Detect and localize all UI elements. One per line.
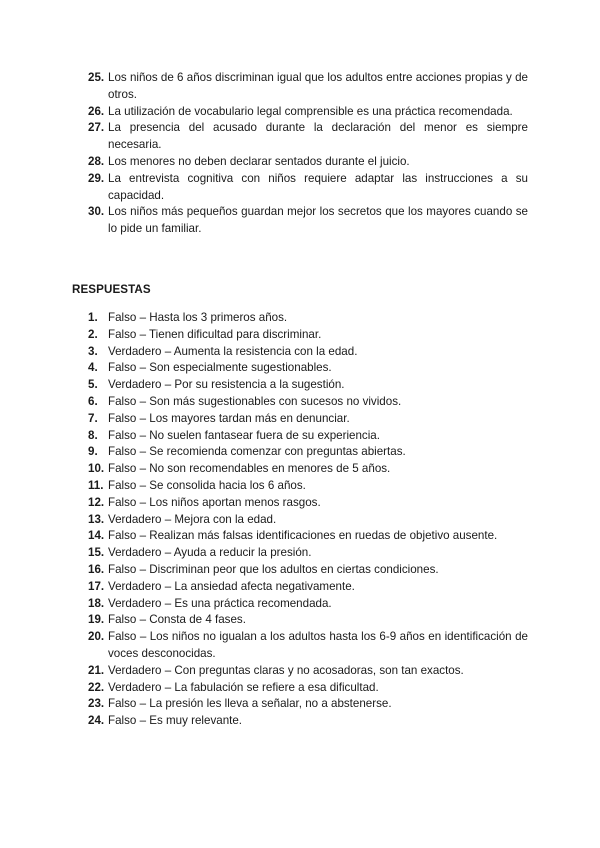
answer-item bbox=[88, 680, 528, 697]
answer-text: Falso – Se recomienda comenzar con preguntas abiertas. bbox=[108, 445, 406, 459]
answer-text: Verdadero – Con preguntas claras y no acosadoras, son tan exactos. bbox=[108, 663, 464, 677]
answer-item bbox=[88, 629, 528, 663]
question-number: 28. bbox=[88, 154, 105, 168]
answer-text: Verdadero – Mejora con la edad. bbox=[108, 512, 277, 526]
answer-number: 19. bbox=[88, 613, 105, 627]
question-text: Los niños de 6 años discriminan igual que los adultos entre acciones propias y de otros. bbox=[108, 71, 528, 101]
answer-number: 16. bbox=[88, 562, 105, 576]
answer-item bbox=[88, 344, 528, 361]
question-item bbox=[88, 104, 528, 121]
answer-number: 2. bbox=[88, 327, 98, 341]
answer-number: 23. bbox=[88, 697, 105, 711]
answer-item bbox=[88, 310, 528, 327]
answer-item bbox=[88, 478, 528, 495]
question-number: 27. bbox=[88, 121, 105, 135]
answer-item bbox=[88, 579, 528, 596]
answer-item bbox=[88, 663, 528, 680]
question-text: La presencia del acusado durante la declaración del menor es siempre necesaria. bbox=[108, 121, 528, 152]
answer-item bbox=[88, 360, 528, 377]
question-item bbox=[88, 70, 528, 104]
answer-number: 18. bbox=[88, 596, 105, 610]
answer-number: 17. bbox=[88, 579, 105, 593]
answer-text: Falso – Son especialmente sugestionables. bbox=[108, 361, 332, 375]
answer-number: 1. bbox=[88, 311, 98, 324]
question-text: La utilización de vocabulario legal comprensible es una práctica recomendada. bbox=[108, 104, 513, 118]
answer-item bbox=[88, 495, 528, 512]
answer-number: 22. bbox=[88, 680, 105, 694]
answer-text: Falso – Los niños aportan menos rasgos. bbox=[108, 495, 321, 509]
answer-number: 3. bbox=[88, 344, 98, 358]
answer-item bbox=[88, 696, 528, 713]
answer-number: 9. bbox=[88, 445, 98, 459]
question-text: Los menores no deben declarar sentados durante el juicio. bbox=[108, 154, 410, 168]
answer-item bbox=[88, 596, 528, 613]
answer-text: Verdadero – La fabulación se refiere a esa dificultad. bbox=[108, 680, 379, 694]
answer-number: 14. bbox=[88, 529, 105, 543]
answer-item bbox=[88, 377, 528, 394]
answer-number: 12. bbox=[88, 495, 105, 509]
answer-number: 10. bbox=[88, 462, 105, 476]
answer-text: Falso – Consta de 4 fases. bbox=[108, 613, 246, 627]
answer-item bbox=[88, 512, 528, 529]
answer-number: 20. bbox=[88, 630, 105, 644]
answer-text: Falso – Los niños no igualan a los adultos hasta los 6-9 años en identificación de voces desconocidas. bbox=[108, 630, 528, 660]
question-text: Los niños más pequeños guardan mejor los secretos que los mayores cuando se lo pide un familiar. bbox=[108, 205, 528, 236]
answer-item bbox=[88, 444, 528, 461]
answer-item bbox=[88, 394, 528, 411]
question-number: 25. bbox=[88, 71, 105, 84]
answer-item bbox=[88, 545, 528, 562]
answer-item bbox=[88, 612, 528, 629]
answer-item bbox=[88, 327, 528, 344]
answer-text: Falso – Discriminan peor que los adultos en ciertas condiciones. bbox=[108, 562, 439, 576]
question-item bbox=[88, 154, 528, 171]
answer-number: 13. bbox=[88, 512, 105, 526]
answer-number: 24. bbox=[88, 714, 105, 728]
answers-list bbox=[88, 310, 528, 730]
answer-item bbox=[88, 562, 528, 579]
question-item bbox=[88, 120, 528, 154]
question-text: La entrevista cognitiva con niños requiere adaptar las instrucciones a su capacidad. bbox=[108, 171, 528, 202]
answer-text: Falso – No son recomendables en menores de 5 años. bbox=[108, 462, 391, 476]
answer-number: 8. bbox=[88, 428, 98, 442]
answer-item bbox=[88, 411, 528, 428]
answer-text: Verdadero – La ansiedad afecta negativamente. bbox=[108, 579, 355, 593]
answer-number: 5. bbox=[88, 378, 98, 392]
answer-item bbox=[88, 428, 528, 445]
question-number: 29. bbox=[88, 171, 105, 185]
answer-text: Falso – Los mayores tardan más en denunciar. bbox=[108, 411, 350, 425]
answer-text: Falso – Se consolida hacia los 6 años. bbox=[108, 478, 306, 492]
answer-number: 21. bbox=[88, 663, 105, 677]
answer-text: Verdadero – Por su resistencia a la sugestión. bbox=[108, 378, 345, 392]
answer-text: Verdadero – Es una práctica recomendada. bbox=[108, 596, 332, 610]
answer-text: Falso – Tienen dificultad para discriminar. bbox=[108, 327, 322, 341]
answer-number: 15. bbox=[88, 546, 105, 560]
answer-text: Falso – No suelen fantasear fuera de su experiencia. bbox=[108, 428, 380, 442]
answer-text: Verdadero – Aumenta la resistencia con la edad. bbox=[108, 344, 358, 358]
answer-text: Falso – Son más sugestionables con sucesos no vividos. bbox=[108, 394, 402, 408]
answer-text: Falso – La presión les lleva a señalar, no a abstenerse. bbox=[108, 697, 392, 711]
question-item bbox=[88, 204, 528, 238]
answer-text: Falso – Realizan más falsas identificaciones en ruedas de objetivo ausente. bbox=[108, 529, 498, 543]
question-number: 30. bbox=[88, 205, 105, 219]
answer-number: 4. bbox=[88, 361, 98, 375]
answer-item bbox=[88, 528, 528, 545]
answer-number: 11. bbox=[88, 478, 104, 492]
answer-number: 7. bbox=[88, 411, 98, 425]
answer-text: Verdadero – Ayuda a reducir la presión. bbox=[108, 546, 312, 560]
question-item bbox=[88, 171, 528, 205]
answer-text: Falso – Hasta los 3 primeros años. bbox=[108, 311, 288, 324]
answer-text: Falso – Es muy relevante. bbox=[108, 714, 243, 728]
answer-item bbox=[88, 461, 528, 478]
answers-heading: RESPUESTAS bbox=[72, 283, 151, 296]
questions-list bbox=[88, 70, 528, 238]
answer-number: 6. bbox=[88, 394, 98, 408]
question-number: 26. bbox=[88, 104, 105, 118]
answer-item bbox=[88, 713, 528, 730]
